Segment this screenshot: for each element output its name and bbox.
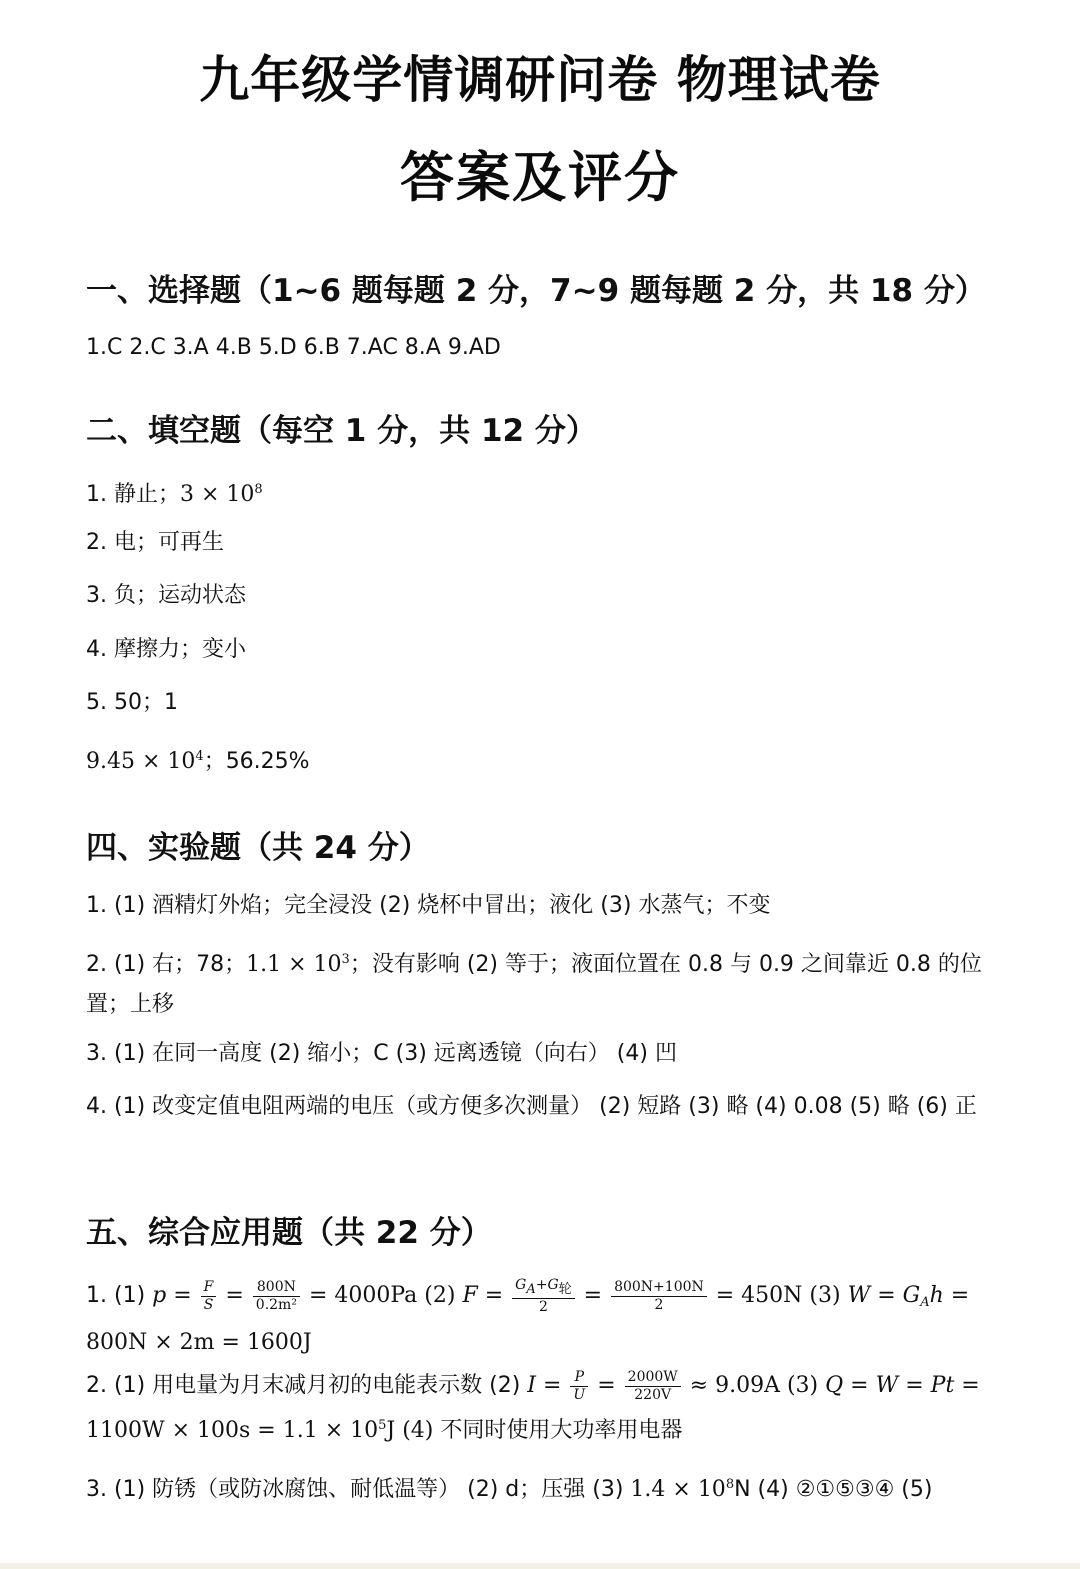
app2-result3: J (4) 不同时使用大功率用电器 <box>386 1418 683 1443</box>
fill-answer-3: 3. 负；运动状态 <box>86 583 246 608</box>
page-bottom-edge <box>0 1563 1080 1569</box>
app1-fraction-weights <box>512 1277 575 1316</box>
app1-eq5: = <box>870 1283 903 1308</box>
app1-eq1: = <box>166 1283 199 1308</box>
app2-var-I: I <box>527 1373 536 1398</box>
app1-fraction-values <box>253 1279 300 1314</box>
section-heading-fill: 二、填空题（每空 1 分，共 12 分） <box>86 413 597 449</box>
fill-answer-5: 5. 50；1 <box>86 690 178 715</box>
app1-result3: = 800N × 2m = 1600J <box>86 1283 970 1355</box>
fill-answer-1 <box>86 470 263 515</box>
app1-eq3: = <box>477 1283 511 1308</box>
fill-answer-1-exponent: 8 <box>254 482 263 497</box>
fill-answer-6-suffix: ；56.25% <box>203 749 310 774</box>
experiment-answer-2-part-a: 2. (1) 右；78； <box>86 952 247 977</box>
app2-result2: = 1100W × 100s = 1.1 × 10 <box>86 1373 980 1443</box>
app1-var-G: G <box>902 1283 921 1308</box>
application-answer-3 <box>86 1465 932 1510</box>
fill-answer-6-exponent: 4 <box>195 749 204 764</box>
page-subtitle: 答案及评分 <box>400 146 680 209</box>
page-title: 九年级学情调研问卷 物理试卷 <box>199 51 881 109</box>
experiment-answer-3: 3. (1) 在同一高度 (2) 缩小；C (3) 远离透镜（向右） (4) 凹 <box>86 1041 677 1066</box>
app2-frac2-denominator: 220V <box>634 1386 672 1403</box>
app3-part-a: 3. (1) 防锈（或防冰腐蚀、耐低温等） (2) d；压强 (3) <box>86 1477 631 1502</box>
app1-frac4-numerator: 800N+100N <box>611 1279 707 1297</box>
app2-frac1-denominator: U <box>573 1386 586 1403</box>
experiment-answer-2-exponent: 3 <box>341 952 350 967</box>
app2-eq1: = <box>536 1373 569 1398</box>
experiment-answer-4: 4. (1) 改变定值电阻两端的电压（或方便多次测量） (2) 短路 (3) 略 (4) 0.08 (5) 略 (6) 正 <box>86 1094 977 1119</box>
app2-lead: 2. (1) 用电量为月末减月初的电能表示数 (2) <box>86 1373 528 1398</box>
app1-frac3-sub-a: A <box>526 1281 536 1297</box>
app1-frac3-denominator: 2 <box>538 1298 548 1315</box>
app1-frac3-sub-wheel: 轮 <box>558 1281 572 1297</box>
section-heading-choice: 一、选择题（1~6 题每题 2 分，7~9 题每题 2 分，共 18 分） <box>86 273 986 309</box>
app2-eq4: = <box>898 1373 931 1398</box>
experiment-answer-2 <box>86 940 996 1025</box>
app1-lead: 1. (1) <box>86 1283 153 1308</box>
app1-fraction-weight-values <box>611 1279 707 1314</box>
application-answer-2 <box>86 1366 996 1451</box>
app3-value: 1.4 × 10 <box>630 1477 726 1502</box>
app1-frac2-denominator: 0.2m² <box>255 1296 297 1313</box>
fill-answer-1-text: 1. 静止； <box>86 482 180 507</box>
app1-fraction-f-over-s <box>201 1279 217 1314</box>
app2-eq2: = <box>590 1373 623 1398</box>
app1-frac4-denominator: 2 <box>654 1296 664 1313</box>
app3-exponent: 8 <box>725 1477 735 1492</box>
fill-answer-6 <box>86 737 310 782</box>
app1-var-G-sub: A <box>920 1295 930 1310</box>
app2-var-Q: Q <box>825 1373 844 1398</box>
app1-var-p: p <box>152 1283 167 1308</box>
app2-frac2-numerator: 2000W <box>625 1369 681 1387</box>
fill-answer-2: 2. 电；可再生 <box>86 530 224 555</box>
app1-frac1-numerator: F <box>201 1279 217 1297</box>
fill-answer-4: 4. 摩擦力；变小 <box>86 637 246 662</box>
app2-fraction-values <box>625 1369 681 1404</box>
app2-frac1-numerator: P <box>570 1369 588 1387</box>
app1-eq4: = <box>576 1283 610 1308</box>
app1-frac2-numerator: 800N <box>253 1279 300 1297</box>
section-heading-experiment: 四、实验题（共 24 分） <box>86 830 430 866</box>
choice-answers: 1.C 2.C 3.A 4.B 5.D 6.B 7.AC 8.A 9.AD <box>86 335 501 360</box>
app1-var-F: F <box>462 1283 478 1308</box>
fill-answer-1-value: 3 × 10 <box>179 482 255 507</box>
app3-part-c: N (4) ②①⑤③④ (5) <box>734 1477 933 1502</box>
app2-exponent: 5 <box>378 1418 387 1433</box>
app1-frac3-plus-g: +G <box>535 1276 559 1293</box>
experiment-answer-2-part-c: ；没有影响 (2) 等于；液面位置在 0.8 与 0.9 之间靠近 0.8 的位置；上移 <box>86 952 982 1017</box>
fill-answer-6-value: 9.45 × 10 <box>86 749 196 774</box>
app1-var-W: W <box>847 1283 871 1308</box>
section-heading-application: 五、综合应用题（共 22 分） <box>86 1215 492 1251</box>
app1-result2: = 450N (3) <box>708 1283 848 1308</box>
experiment-answer-2-value: 1.1 × 10 <box>246 952 342 977</box>
experiment-answer-1: 1. (1) 酒精灯外焰；完全浸没 (2) 烧杯中冒出；液化 (3) 水蒸气；不变 <box>86 893 771 918</box>
app1-var-h: h <box>929 1283 944 1308</box>
app1-eq2: = <box>218 1283 251 1308</box>
app2-var-W: W <box>875 1373 899 1398</box>
app2-var-Pt: Pt <box>930 1373 955 1398</box>
app1-frac1-denominator: S <box>203 1296 214 1313</box>
app2-eq3: = <box>843 1373 876 1398</box>
app2-fraction-p-over-u <box>570 1369 588 1404</box>
app1-frac3-numerator <box>512 1277 575 1299</box>
app1-result1: = 4000Pa (2) <box>301 1283 463 1308</box>
app2-result1: ≈ 9.09A (3) <box>682 1373 826 1398</box>
app1-frac3-G: G <box>515 1276 527 1293</box>
application-answer-1 <box>86 1276 996 1363</box>
